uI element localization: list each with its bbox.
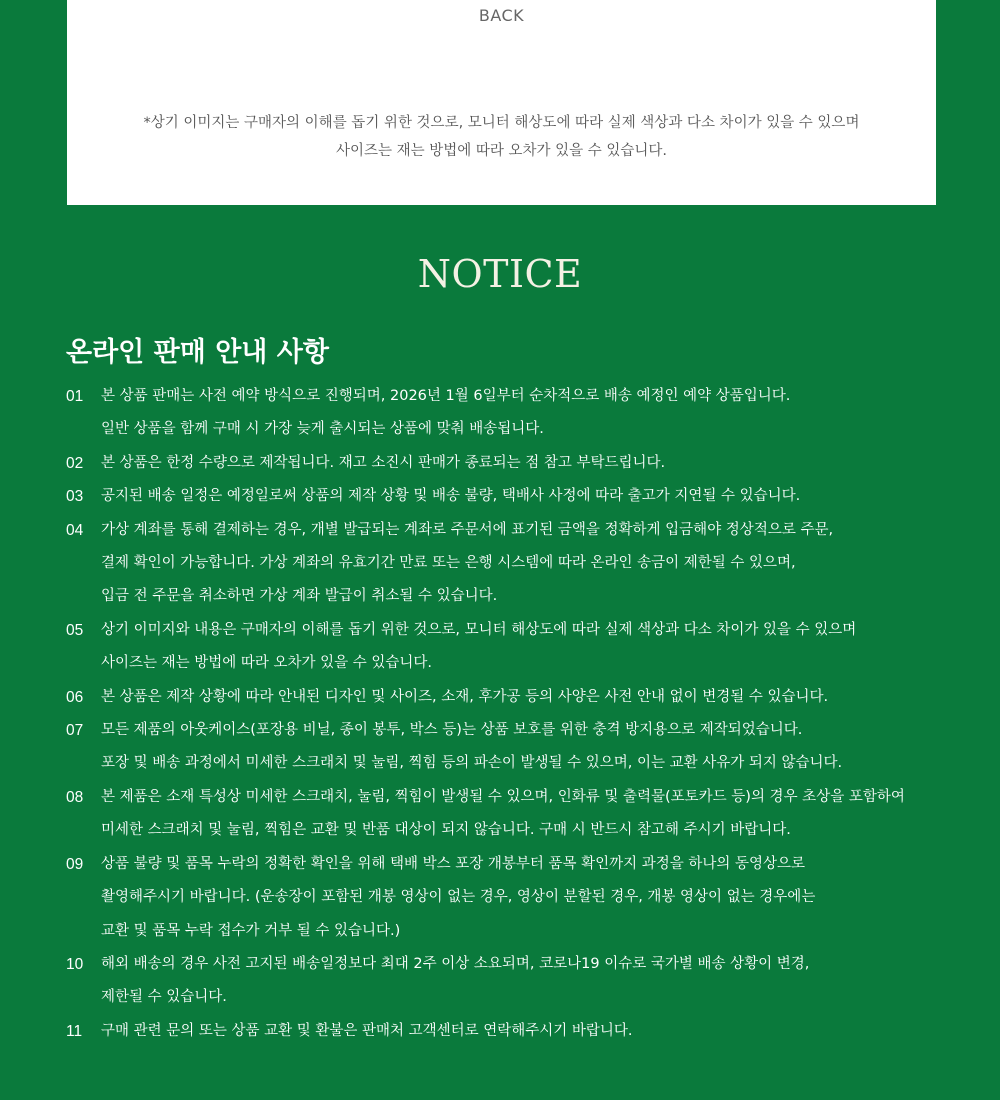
- disclaimer-line: *상기 이미지는 구매자의 이해를 돕기 위한 것으로, 모니터 해상도에 따라 실제 색상과 다소 차이가 있을 수 있으며: [143, 115, 860, 131]
- item-line: 구매 관련 문의 또는 상품 교환 및 환불은 판매처 고객센터로 연락해주시기 바랍니다.: [101, 1022, 633, 1039]
- item-number: 02: [66, 454, 84, 472]
- item-text: [101, 681, 828, 714]
- notice-item-03: [66, 480, 966, 513]
- item-line: 일반 상품을 함께 구매 시 가장 늦게 출시되는 상품에 맞춰 배송됩니다.: [101, 421, 544, 438]
- notice-list: [66, 380, 966, 1048]
- item-number: 07: [66, 722, 84, 740]
- notice-item-05: [66, 614, 966, 681]
- notice-item-01: [66, 380, 966, 447]
- notice-item-10: [66, 948, 966, 1015]
- notice-item-08: [66, 781, 966, 848]
- item-line: 상기 이미지와 내용은 구매자의 이해를 돕기 위한 것으로, 모니터 해상도에 따라 실제 색상과 다소 차이가 있을 수 있으며: [101, 621, 857, 638]
- notice-item-09: [66, 848, 966, 948]
- item-number: 11: [66, 1022, 83, 1040]
- notice-item-02: [66, 447, 966, 480]
- item-line: 본 상품 판매는 사전 예약 방식으로 진행되며, 2026년 1월 6일부터 순차적으로 배송 예정인 예약 상품입니다.: [101, 388, 791, 404]
- notice-item-11: [66, 1015, 966, 1048]
- item-line: 입금 전 주문을 취소하면 가상 계좌 발급이 취소될 수 있습니다.: [101, 588, 498, 605]
- disclaimer-line: 사이즈는 재는 방법에 따라 오차가 있을 수 있습니다.: [335, 143, 668, 159]
- item-line: 사이즈는 재는 방법에 따라 오차가 있을 수 있습니다.: [101, 655, 433, 672]
- item-line: 가상 계좌를 통해 결제하는 경우, 개별 발급되는 계좌로 주문서에 표기된 금액을 정확하게 입금해야 정상적으로 주문,: [101, 521, 834, 538]
- item-number: 04: [66, 521, 84, 539]
- item-line: 포장 및 배송 과정에서 미세한 스크래치 및 눌림, 찍힘 등의 파손이 발생될 수 있으며, 이는 교환 사유가 되지 않습니다.: [101, 755, 843, 772]
- item-number: 08: [66, 788, 84, 806]
- item-line: 미세한 스크래치 및 눌림, 찍힘은 교환 및 반품 대상이 되지 않습니다. 구매 시 반드시 참고해 주시기 바랍니다.: [101, 822, 791, 839]
- item-line: 제한될 수 있습니다.: [101, 989, 227, 1006]
- item-text: [101, 848, 815, 948]
- item-line: 촬영해주시기 바랍니다. (운송장이 포함된 개봉 영상이 없는 경우, 영상이 분할된 경우, 개봉 영상이 없는 경우에는: [101, 889, 816, 906]
- top-panel: [67, 0, 936, 205]
- item-text: [101, 1015, 633, 1048]
- item-text: [101, 514, 833, 614]
- notice-title: NOTICE: [417, 252, 583, 296]
- item-line: 본 제품은 소재 특성상 미세한 스크래치, 눌림, 찍힘이 발생될 수 있으며, 인화류 및 출력물(포토카드 등)의 경우 초상을 포함하여: [101, 788, 905, 805]
- item-text: [101, 447, 665, 480]
- image-disclaimer: [67, 109, 936, 165]
- item-number: 10: [66, 955, 84, 973]
- item-line: 모든 제품의 아웃케이스(포장용 비닐, 종이 봉투, 박스 등)는 상품 보호를 위한 충격 방지용으로 제작되었습니다.: [101, 722, 803, 739]
- item-text: [101, 480, 800, 513]
- item-text: [101, 380, 790, 447]
- item-number: 06: [66, 688, 84, 706]
- item-text: [101, 714, 842, 781]
- notice-item-06: [66, 681, 966, 714]
- item-number: 03: [66, 488, 84, 506]
- item-line: 해외 배송의 경우 사전 고지된 배송일정보다 최대 2주 이상 소요되며, 코로나19 이슈로 국가별 배송 상황이 변경,: [101, 955, 810, 972]
- item-number: 05: [66, 621, 84, 639]
- item-line: 본 상품은 한정 수량으로 제작됩니다. 재고 소진시 판매가 종료되는 점 참고 부탁드립니다.: [101, 454, 666, 471]
- item-line: 결제 확인이 가능합니다. 가상 계좌의 유효기간 만료 또는 은행 시스템에 따라 온라인 송금이 제한될 수 있으며,: [101, 555, 796, 572]
- item-number: 09: [66, 855, 84, 873]
- item-text: [101, 948, 809, 1015]
- item-line: 교환 및 품목 누락 접수가 거부 될 수 있습니다.): [101, 922, 401, 939]
- item-line: 상품 불량 및 품목 누락의 정확한 확인을 위해 택배 박스 포장 개봉부터 품목 확인까지 과정을 하나의 동영상으로: [101, 855, 806, 872]
- notice-item-04: [66, 514, 966, 614]
- back-link[interactable]: BACK: [478, 6, 525, 25]
- item-number: 01: [66, 388, 84, 405]
- item-text: [101, 781, 905, 848]
- section-heading: 온라인 판매 안내 사항: [66, 337, 329, 368]
- notice-item-07: [66, 714, 966, 781]
- item-line: 본 상품은 제작 상황에 따라 안내된 디자인 및 사이즈, 소재, 후가공 등의 사양은 사전 안내 없이 변경될 수 있습니다.: [101, 688, 829, 705]
- item-line: 공지된 배송 일정은 예정일로써 상품의 제작 상황 및 배송 불량, 택배사 사정에 따라 출고가 지연될 수 있습니다.: [101, 488, 801, 505]
- item-text: [101, 614, 856, 681]
